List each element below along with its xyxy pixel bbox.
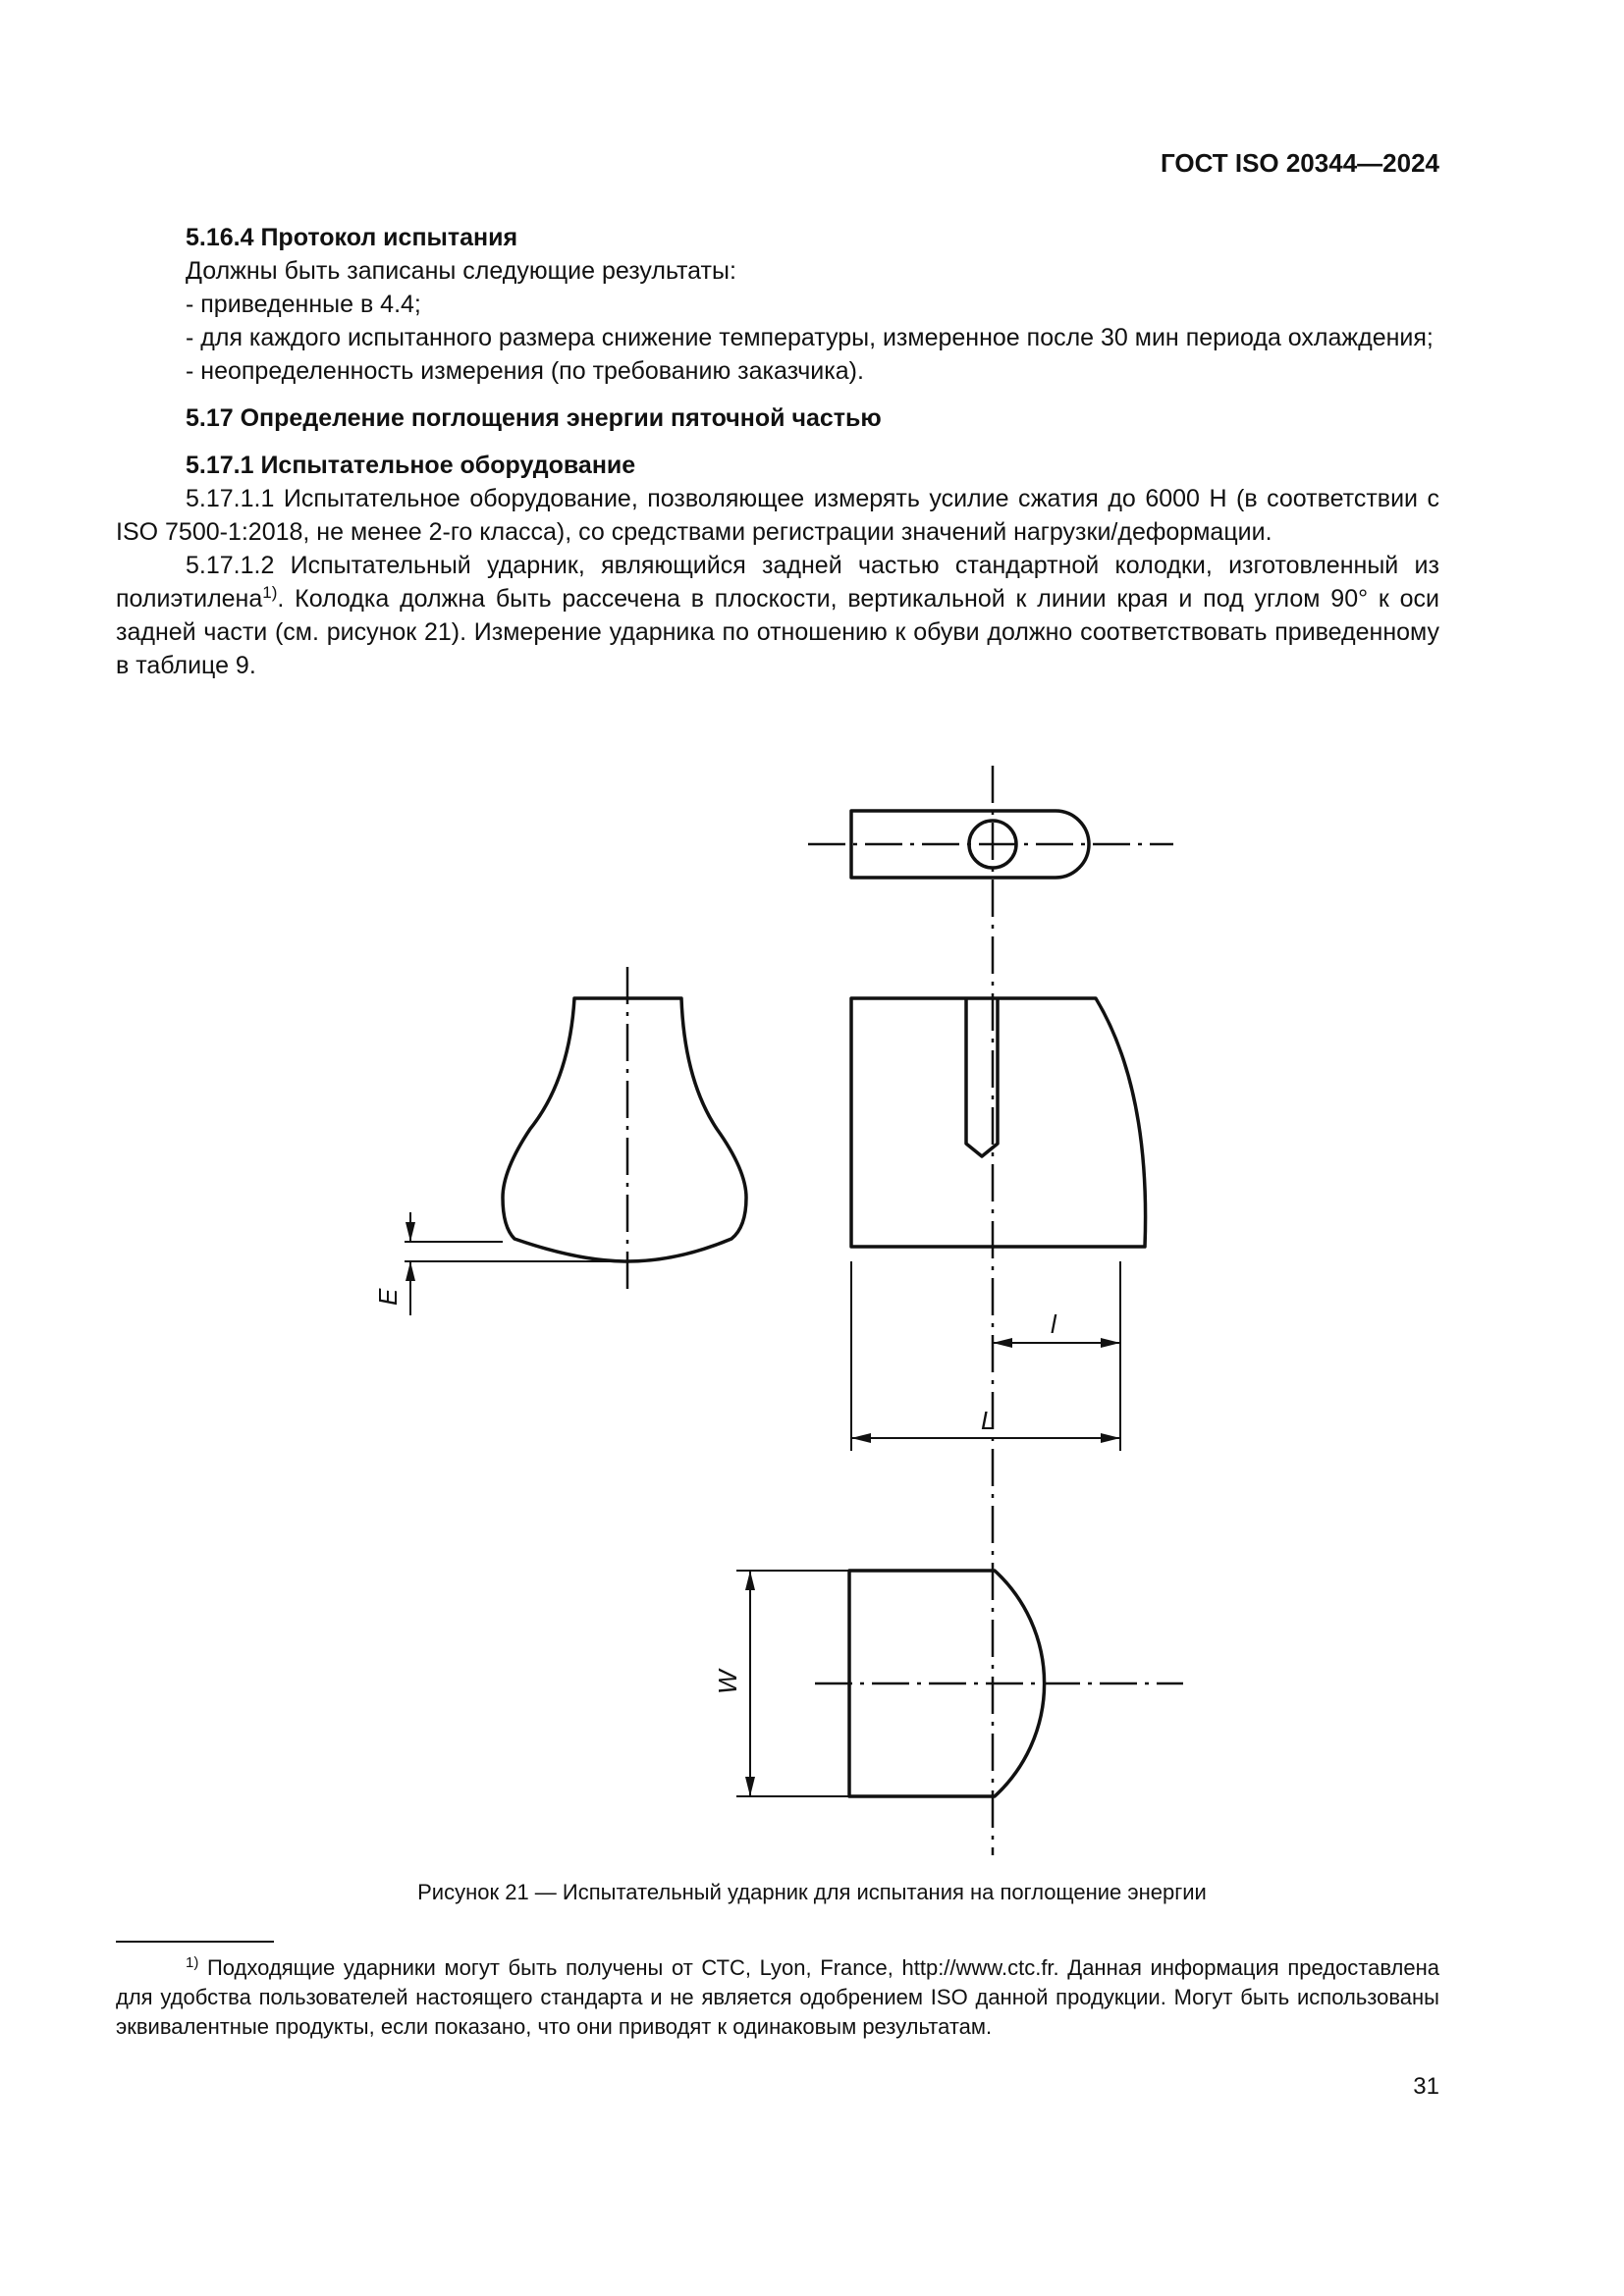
dimension-label-l: l: [1051, 1309, 1056, 1339]
footnote-marker: 1): [186, 1954, 199, 1971]
dimension-label-e: E: [373, 1288, 403, 1306]
footnote-separator: [116, 1941, 274, 1943]
page-number: 31: [1413, 2073, 1439, 2100]
paragraph-5-17-1-2-text: 5.17.1.2 Испытательный ударник, являющийся задней частью стандартной колодки, изготовленный из полиэтилена: [116, 552, 1439, 613]
side-profile-outline: [503, 998, 746, 1261]
footnote-text: Подходящие ударники могут быть получены от СТС, Lyon, France, http://www.ctc.fr. Данная информация предоставлена для удобства пользователей настоящего стандарта и не является одобрением ISO данной продукции. Могут быть использованы эквивалентные продукты, если показано, что они приводят к одинаковым результатам.: [116, 1955, 1439, 2039]
L-arrow-right: [1101, 1433, 1120, 1443]
list-item: - неопределенность измерения (по требованию заказчика).: [186, 357, 864, 385]
paragraph-5-17-1-1: 5.17.1.1 Испытательное оборудование, позволяющее измерять усилие сжатия до 6000 Н (в соответствии с ISO 7500-1:2018, не менее 2-го класса), со средствами регистрации значений нагрузки/деформации.: [116, 485, 1439, 546]
document-code-header: ГОСТ ISO 20344—2024: [1160, 148, 1439, 178]
list-item: - приведенные в 4.4;: [186, 291, 421, 318]
dimension-label-L: L: [981, 1406, 996, 1435]
w-arrow-top: [745, 1571, 755, 1590]
l-arrow-left: [993, 1338, 1012, 1348]
footnote: [116, 1953, 1439, 2042]
paragraph-results-intro: Должны быть записаны следующие результаты:: [186, 257, 736, 285]
e-arrow-bottom: [406, 1261, 415, 1281]
w-arrow-bottom: [745, 1777, 755, 1796]
l-arrow-right: [1101, 1338, 1120, 1348]
footnote-reference: 1): [262, 583, 278, 602]
section-heading-5-17: 5.17 Определение поглощения энергии пяточной частью: [186, 404, 882, 432]
section-heading-5-17-1: 5.17.1 Испытательное оборудование: [186, 452, 636, 479]
paragraph-5-17-1-2-text-cont: . Колодка должна быть рассечена в плоскости, вертикальной к линии края и под углом 90° к оси задней части (см. рисунок 21). Измерение ударника по отношению к обуви должно соответствовать приведенному в таблице 9.: [116, 585, 1439, 679]
list-item: - для каждого испытанного размера снижение температуры, измеренное после 30 мин периода охлаждения;: [186, 324, 1434, 351]
dimension-label-w: W: [713, 1670, 742, 1694]
L-arrow-left: [851, 1433, 871, 1443]
figure-caption: Рисунок 21 — Испытательный ударник для испытания на поглощение энергии: [417, 1880, 1207, 1904]
e-arrow-top: [406, 1222, 415, 1242]
section-heading-5-16-4: 5.16.4 Протокол испытания: [186, 224, 518, 251]
